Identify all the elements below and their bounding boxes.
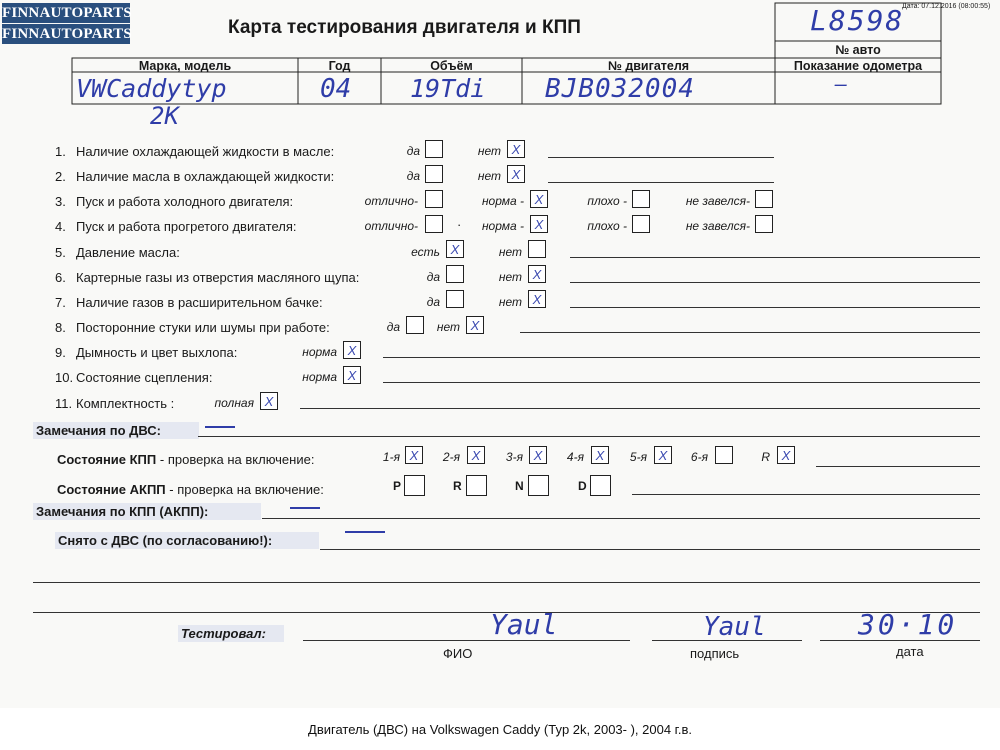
kpp-status-row (57, 452, 314, 467)
kpp-remarks-dash (290, 507, 320, 509)
akpp-n-box[interactable] (528, 475, 549, 496)
model-value: VWCaddytyp (76, 74, 227, 103)
check-3-nostart-box[interactable] (755, 190, 773, 208)
check-2-label: Наличие масла в охлаждающей жидкости: (76, 169, 335, 184)
akpp-status-row (57, 482, 324, 497)
odometer-label: Показание одометра (793, 59, 923, 73)
gear-1-label: 1-я (382, 450, 400, 464)
check-9-notes-line (383, 357, 980, 358)
check-8-label: Посторонние стуки или шумы при работе: (76, 320, 330, 335)
check-11-number: 11. (55, 396, 73, 411)
page-title: Карта тестирования двигателя и КПП (228, 17, 581, 38)
col-year-header: Год (328, 59, 351, 73)
tested-by-label: Тестировал: (178, 625, 284, 642)
check-5-option-absent: нет (498, 245, 522, 259)
odometer-value: — (835, 72, 848, 96)
kpp-label: Состояние КПП (57, 452, 157, 467)
check-1-option-yes: да (406, 144, 420, 158)
gear-4-label: 4-я (566, 450, 584, 464)
check-3-normal-box[interactable]: X (530, 190, 548, 208)
check-8-notes-line (520, 332, 980, 333)
check-8-number: 8. (55, 320, 66, 335)
check-6-option-yes: да (426, 270, 440, 284)
gear-2-label: 2-я (442, 450, 460, 464)
date-stamp: Дата: 07.12.2016 (08:00:55) (902, 3, 991, 10)
check-4-option-nostart: не завелся- (685, 219, 750, 233)
check-5-present-box[interactable]: X (446, 240, 464, 258)
check-5-number: 5. (55, 245, 66, 260)
check-7-no-box[interactable]: X (528, 290, 546, 308)
check-9-option-normal: норма (302, 345, 337, 359)
kpp-suffix: - проверка на включение: (159, 452, 315, 467)
check-4-option-normal: норма - (481, 219, 524, 233)
check-7-number: 7. (55, 295, 66, 310)
check-3-option-poor: плохо - (587, 194, 627, 208)
removed-dash (345, 531, 385, 533)
sign-label: подпись (690, 646, 740, 661)
check-6-label: Картерные газы из отверстия масляного щупа: (76, 270, 360, 285)
fio-label: ФИО (443, 646, 473, 661)
check-11-option-complete: полная (214, 396, 254, 410)
check-4-dash: · (457, 217, 462, 232)
akpp-d-label: D (578, 479, 587, 493)
check-8-no-box[interactable]: X (466, 316, 484, 334)
check-3-option-normal: норма - (481, 194, 524, 208)
akpp-d-box[interactable] (590, 475, 611, 496)
check-4-poor-box[interactable] (632, 215, 650, 233)
check-2-option-yes: да (406, 169, 420, 183)
engine-no-value: BJB032004 (545, 74, 695, 104)
check-10-notes-line (383, 382, 980, 383)
gear-3-box[interactable]: X (529, 446, 547, 464)
check-7-option-no: нет (498, 295, 522, 309)
col-model-header: Марка, модель (138, 59, 232, 73)
removed-line (320, 549, 980, 550)
signature-value: Yaul (703, 612, 766, 642)
check-4-number: 4. (55, 219, 66, 234)
akpp-p-label: P (393, 479, 402, 493)
check-3-option-nostart: не завелся- (685, 194, 750, 208)
check-4-normal-box[interactable]: X (530, 215, 548, 233)
check-6-number: 6. (55, 270, 66, 285)
gear-5-box[interactable]: X (654, 446, 672, 464)
check-3-number: 3. (55, 194, 66, 209)
check-1-option-no: нет (477, 144, 501, 158)
kpp-notes-line (816, 466, 980, 467)
check-3-poor-box[interactable] (632, 190, 650, 208)
removed-label: Снято с ДВС (по согласованию!): (55, 532, 319, 549)
gear-6-label: 6-я (690, 450, 708, 464)
akpp-r-label: R (453, 479, 462, 493)
date-value: 30·10 (858, 608, 958, 641)
akpp-suffix: - проверка на включение: (169, 482, 324, 497)
date-label: дата (896, 644, 924, 659)
dvs-remarks-label: Замечания по ДВС: (33, 422, 199, 439)
volume-value: 19Tdi (410, 74, 486, 103)
check-4-option-excellent: отлично- (364, 219, 418, 233)
auto-no-label: № авто (835, 43, 881, 57)
watermark-logo-2: FINNAUTOPARTS (2, 26, 132, 42)
check-9-number: 9. (55, 345, 66, 360)
check-4-option-poor: плохо - (587, 219, 627, 233)
check-11-complete-box[interactable]: X (260, 392, 278, 410)
akpp-p-box[interactable] (404, 475, 425, 496)
akpp-notes-line (632, 494, 980, 495)
check-9-normal-box[interactable]: X (343, 341, 361, 359)
gear-1-box[interactable]: X (405, 446, 423, 464)
check-2-no-box[interactable]: X (507, 165, 525, 183)
watermark-logo: FINNAUTOPARTS (2, 5, 132, 21)
check-1-no-box[interactable]: X (507, 140, 525, 158)
check-11-label: Комплектность : (76, 396, 175, 411)
kpp-remarks-label: Замечания по КПП (АКПП): (33, 503, 261, 520)
check-4-label: Пуск и работа прогретого двигателя: (76, 219, 297, 234)
dvs-remarks-line (198, 436, 980, 437)
gear-2-box[interactable]: X (467, 446, 485, 464)
check-10-number: 10. (55, 370, 74, 385)
gear-r-label: R (761, 450, 770, 464)
col-volume-header: Объём (430, 59, 473, 73)
akpp-n-label: N (515, 479, 524, 493)
check-6-notes-line (570, 282, 980, 283)
check-8-option-no: нет (436, 320, 460, 334)
image-caption: Двигатель (ДВС) на Volkswagen Caddy (Typ 2k, 2003- ), 2004 г.в. (308, 722, 692, 737)
check-1-number: 1. (55, 144, 66, 159)
akpp-label: Состояние АКПП (57, 482, 166, 497)
check-10-normal-box[interactable]: X (343, 366, 361, 384)
check-5-notes-line (570, 257, 980, 258)
check-2-option-no: нет (477, 169, 501, 183)
check-7-option-yes: да (426, 295, 440, 309)
year-value: 04 (320, 74, 352, 104)
gear-4-box[interactable]: X (591, 446, 609, 464)
check-2-notes-line (548, 182, 774, 183)
col-engine-header: № двигателя (607, 59, 690, 73)
fio-value: Yaul (490, 608, 558, 641)
check-6-no-box[interactable]: X (528, 265, 546, 283)
fio-line (303, 640, 630, 641)
check-5-option-present: есть (411, 245, 440, 259)
extra-line-1 (33, 582, 980, 583)
check-6-option-no: нет (498, 270, 522, 284)
auto-no-value: L8598 (810, 4, 905, 37)
dvs-remarks-dash (205, 426, 235, 428)
model-value-2: 2K (150, 102, 179, 130)
gear-5-label: 5-я (629, 450, 647, 464)
check-5-absent-box[interactable] (528, 240, 546, 258)
check-8-option-yes: да (386, 320, 400, 334)
check-5-label: Давление масла: (76, 245, 180, 260)
kpp-remarks-line (262, 518, 980, 519)
check-3-option-excellent: отлично- (364, 194, 418, 208)
akpp-r-box[interactable] (466, 475, 487, 496)
check-10-label: Состояние сцепления: (76, 370, 213, 385)
check-7-notes-line (570, 307, 980, 308)
check-1-notes-line (548, 157, 774, 158)
check-1-label: Наличие охлаждающей жидкости в масле: (76, 144, 335, 159)
gear-r-box[interactable]: X (777, 446, 795, 464)
check-9-label: Дымность и цвет выхлопа: (76, 345, 238, 360)
check-3-label: Пуск и работа холодного двигателя: (76, 194, 294, 209)
gear-3-label: 3-я (505, 450, 523, 464)
check-7-label: Наличие газов в расширительном бачке: (76, 295, 323, 310)
check-11-notes-line (300, 408, 980, 409)
check-4-nostart-box[interactable] (755, 215, 773, 233)
check-2-number: 2. (55, 169, 66, 184)
check-10-option-normal: норма (302, 370, 337, 384)
